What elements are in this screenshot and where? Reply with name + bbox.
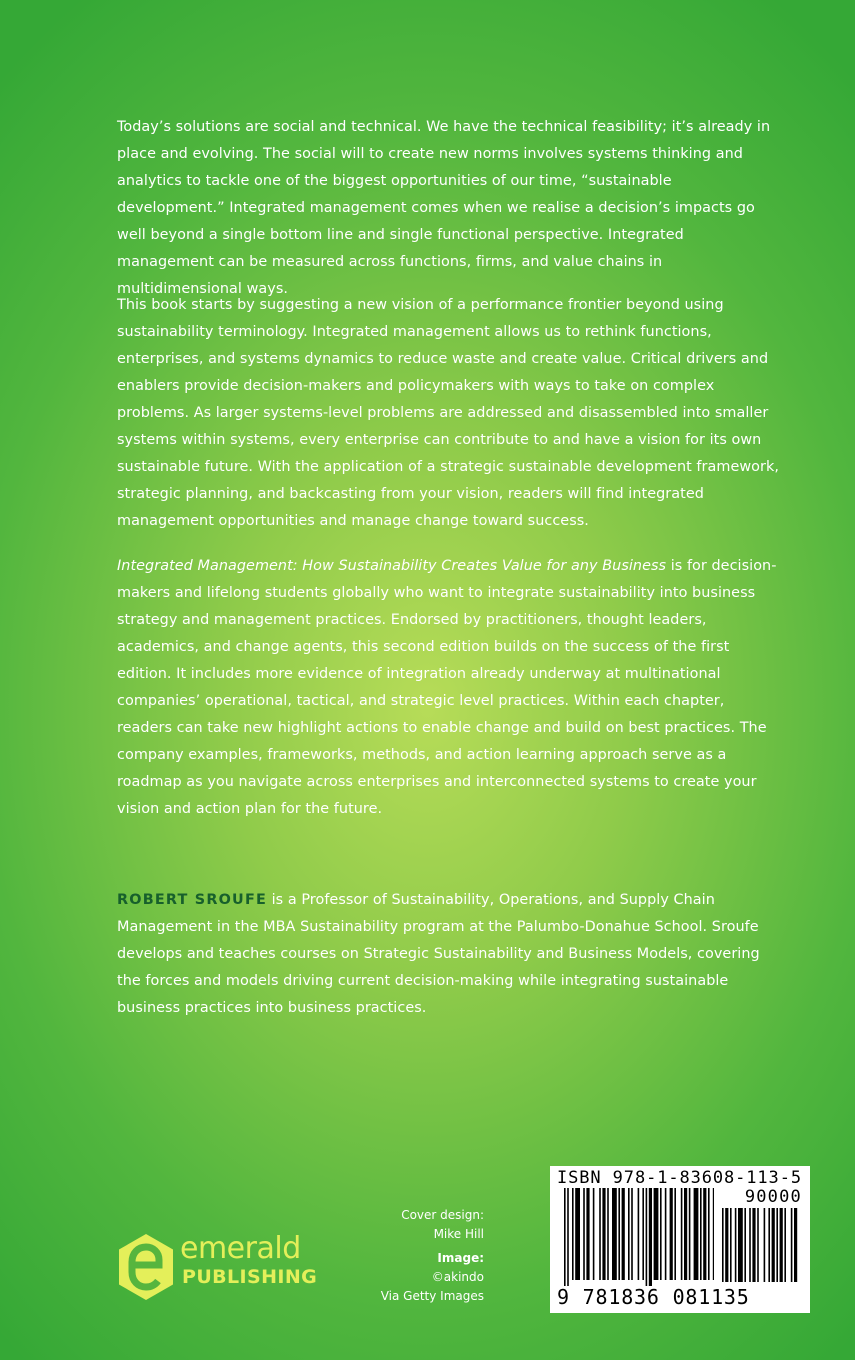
book-title: Integrated Management: How Sustainability Creates Value for any Business: [117, 558, 667, 574]
barcode-bars-icon: [564, 1188, 714, 1288]
publisher-subname: PUBLISHING: [182, 1266, 318, 1288]
credit-cover-label: Cover design:: [401, 1208, 484, 1222]
emerald-logo-icon: [116, 1232, 176, 1302]
credit-image-name: ©akindo: [431, 1270, 484, 1284]
credit-image-label: Image:: [437, 1251, 484, 1265]
blurb-paragraph-3: [117, 553, 783, 823]
isbn-barcode: [550, 1166, 810, 1313]
author-bio-text: is a Professor of Sustainability, Operations, and Supply Chain Management in the MBA Sustainability program at the Palumbo-Donahue School. Sroufe develops and teaches courses on Strategic Sustainability and Business Models, covering the forces and models driving current decision-making while integrating sustainable business practices into business practices.: [117, 892, 760, 1016]
credit-cover-name: Mike Hill: [433, 1227, 484, 1241]
ean-number: 9 781836 081135: [557, 1285, 750, 1309]
isbn-text: ISBN 978-1-83608-113-5: [557, 1168, 802, 1188]
blurb-paragraph-2: This book starts by suggesting a new vision of a performance frontier beyond using sustainability terminology. Integrated management allows us to rethink functions, enterprises, and systems dynamics to reduce waste and create value. Critical drivers and enablers provide decision-makers and policymakers with ways to take on complex problems. As larger systems-level problems are addressed and disassembled into smaller systems within systems, every enterprise can contribute to and have a vision for its own sustainable future. With the application of a strategic sustainable development framework, strategic planning, and backcasting from your vision, readers will find integrated management opportunities and manage change toward success.: [117, 297, 779, 529]
author-name: ROBERT SROUFE: [117, 892, 267, 908]
publisher-name: emerald: [180, 1231, 301, 1266]
price-code: 90000: [744, 1187, 802, 1207]
publisher-logo: [116, 1232, 326, 1304]
blurb-paragraph-1: Today’s solutions are social and technical. We have the technical feasibility; it’s already in place and evolving. The social will to create new norms involves systems thinking and analytics to tackle one of the biggest opportunities of our time, “sustainable development.” Integrated management comes when we realise a decision’s impacts go well beyond a single bottom line and single functional perspective. Integrated management can be measured across functions, firms, and value chains in multidimensional ways.: [117, 119, 771, 297]
blurb-paragraph-3-text: is for decision-makers and lifelong students globally who want to integrate sustainability into business strategy and management practices. Endorsed by practitioners, thought leaders, academics, and change agents, this second edition builds on the success of the first edition. It includes more evidence of integration already underway at multinational companies’ operational, tactical, and strategic level practices. Within each chapter, readers can take new highlight actions to enable change and build on best practices. The company examples, frameworks, methods, and action learning approach serve as a roadmap as you navigate across enterprises and interconnected systems to create your vision and action plan for the future.: [117, 558, 777, 817]
credit-image-source: Via Getty Images: [380, 1289, 484, 1303]
author-bio: [117, 887, 783, 1022]
barcode-addon-bars-icon: [722, 1208, 802, 1288]
